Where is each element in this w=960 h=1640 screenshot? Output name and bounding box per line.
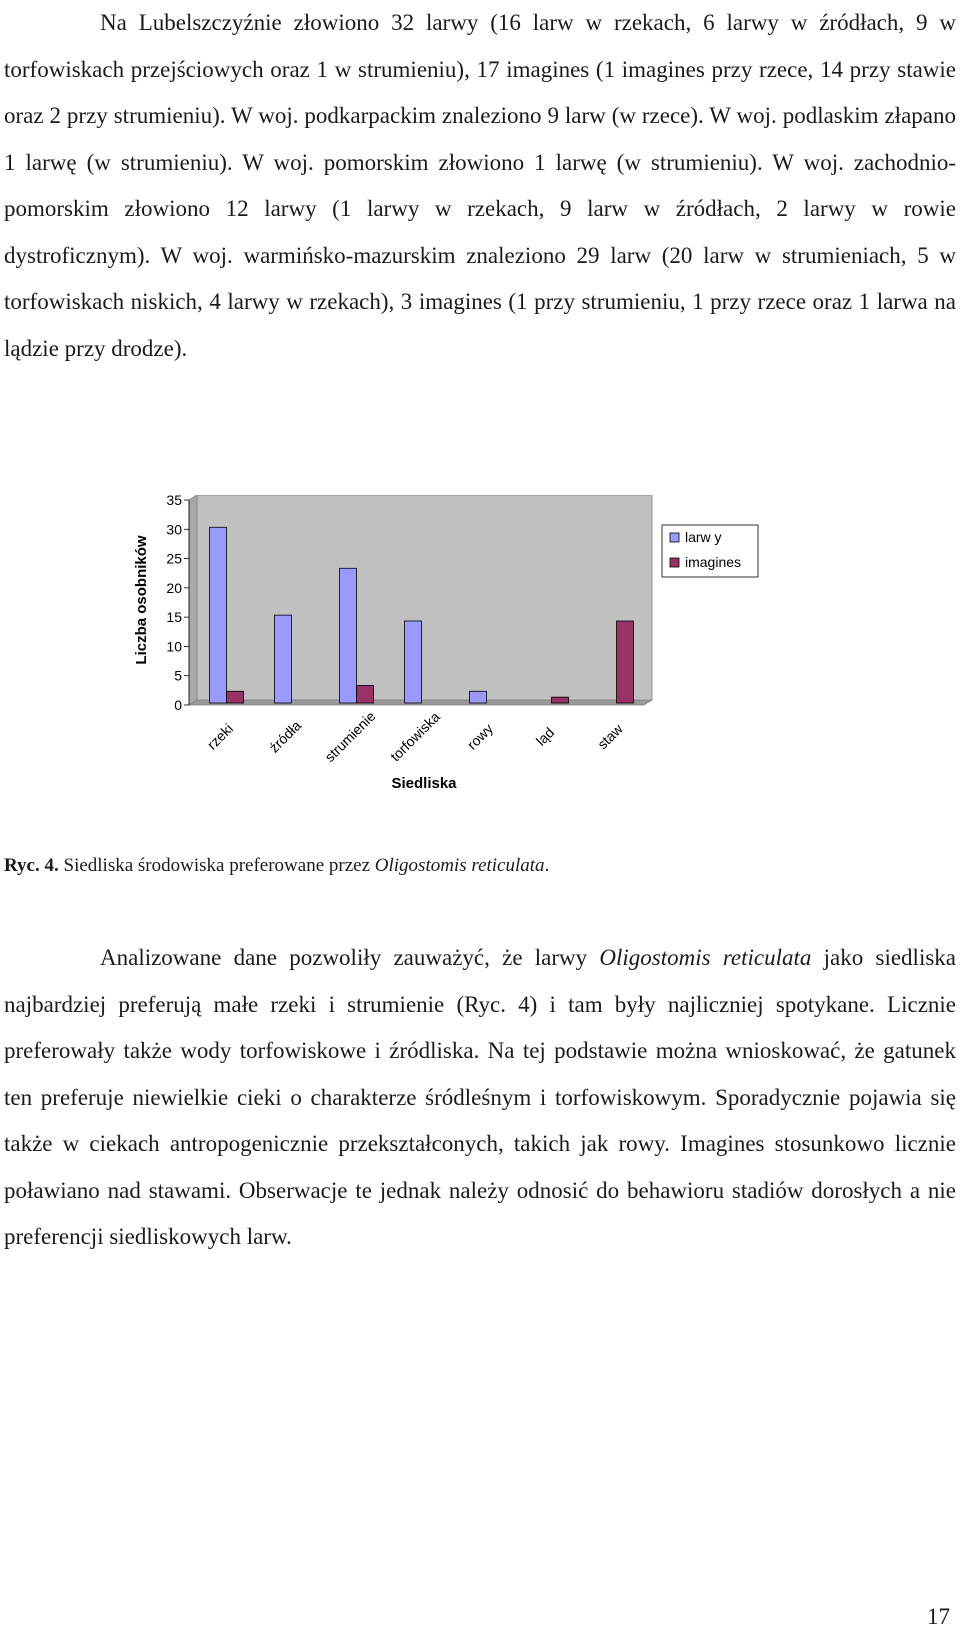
legend-swatch-larwy [670,533,679,542]
x-tick-label: rzeki [203,720,237,753]
paragraph-analysis [4,935,956,1261]
caption-label: Ryc. 4. [4,855,59,876]
bar-imagines-ląd [552,697,569,703]
bar-imagines-rzeki [227,691,244,703]
bar-larwy-źródła [275,615,292,703]
chart-legend [662,525,758,577]
paragraph-intro: Na Lubelszczyźnie złowiono 32 larwy (16 larw w rzekach, 6 larwy w źródłach, 9 w torfowiskach przejściowych oraz 1 w strumieniu), 17 imagines (1 imagines przy rzece, 14 przy stawie oraz 2 przy strumieniu). W woj. podkarpackim znaleziono 9 larw (w rzece). W woj. podlaskim złapano 1 larwę (w strumieniu). W woj. pomorskim złowiono 1 larwę (w strumieniu). W woj. zachodnio-pomorskim złowiono 12 larwy (1 larwy w rzekach, 9 larw w źródłach, 2 larwy w rowie dystroficznym). W woj. warmińsko-mazurskim znaleziono 29 larw (20 larw w strumieniach, 5 w torfowiskach niskich, 4 larwy w rzekach), 3 imagines (1 przy strumieniu, 1 przy rzece oraz 1 larwa na lądzie przy drodze). [4,10,956,361]
bar-imagines-staw [617,621,634,703]
plot-area [166,495,652,765]
caption-end: . [544,855,550,876]
legend-label-imagines: imagines [685,554,742,570]
x-tick-label: torfowiska [387,708,443,765]
paragraph-analysis-species: Oligostomis reticulata [599,945,812,970]
y-tick-label: 15 [166,609,182,626]
bar-imagines-strumienie [357,685,374,703]
bar-larwy-strumienie [340,568,357,703]
y-tick-label: 25 [166,550,182,567]
y-tick-label: 10 [166,638,182,655]
legend-label-larwy: larw y [685,529,722,545]
x-tick-label: źródła [265,717,305,756]
bar-larwy-rzeki [210,527,227,703]
x-tick-label: ląd [532,724,558,749]
caption-species: Oligostomis reticulata [374,855,545,876]
x-tick-label: rowy [463,720,497,753]
y-tick-label: 35 [166,495,182,508]
y-tick-label: 20 [166,579,182,596]
bar-larwy-rowy [470,691,487,703]
paragraph-analysis-part2: jako siedliska najbardziej preferują małe rzeki i strumienie (Ryc. 4) i tam były najliczniej spotykane. Licznie preferowały także wody torfowiskowe i źródliska. Na tej podstawie można wnioskować, że gatunek ten preferuje niewielkie cieki o charakterze śródleśnym i torfowiskowym. Sporadycznie pojawia się także w ciekach antropogenicznie przekształconych, takich jak rowy. Imagines stosunkowo licznie poławiano nad stawami. Obserwacje te jednak należy odnosić do behawioru stadiów dorosłych a nie preferencji siedliskowych larw. [4,945,956,1249]
caption-text: Siedliska środowiska preferowane przez [58,855,375,876]
plot-side-wall [189,495,197,705]
y-tick-label: 5 [174,667,182,684]
y-axis-label: Liczba osobników [133,535,150,665]
y-tick-label: 0 [174,697,182,713]
paragraph-analysis-part1: Analizowane dane pozwoliły zauważyć, że larwy [100,945,600,970]
bar-larwy-torfowiska [405,621,422,703]
figure-caption [4,855,549,877]
x-tick-label: staw [594,720,626,753]
x-axis-label: Siedliska [391,775,457,792]
page-number: 17 [927,1604,950,1629]
legend-swatch-imagines [670,558,679,567]
x-tick-label: strumienie [321,707,379,765]
plot-background [197,495,652,700]
habitat-bar-chart [0,495,960,825]
y-tick-label: 30 [166,521,182,538]
